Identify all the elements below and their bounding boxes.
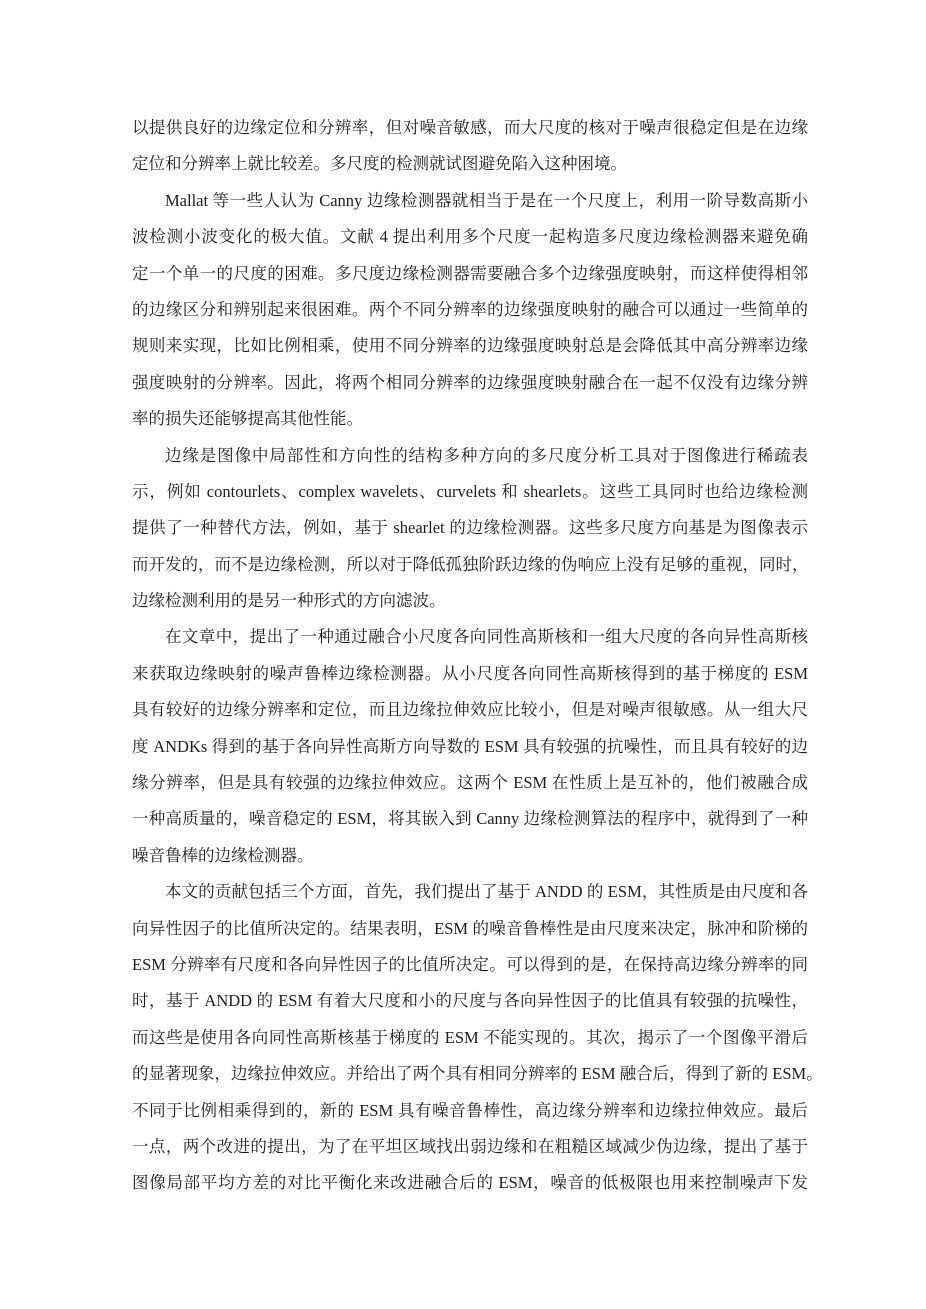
text-line: 来获取边缘映射的噪声鲁棒边缘检测器。从小尺度各向同性高斯核得到的基于梯度的 ESM bbox=[132, 663, 808, 683]
text-line: 强度映射的分辨率。因此，将两个相同分辨率的边缘强度映射融合在一起不仅没有边缘分辨 bbox=[132, 372, 808, 392]
text-line: 而这些是使用各向同性高斯核基于梯度的 ESM 不能实现的。其次，揭示了一个图像平滑后 bbox=[132, 1027, 808, 1047]
text-line: 波检测小波变化的极大值。文献 4 提出利用多个尺度一起构造多尺度边缘检测器来避免确 bbox=[132, 227, 808, 247]
text-line: 定位和分辨率上就比较差。多尺度的检测就试图避免陷入这种困境。 bbox=[132, 154, 627, 174]
text-line: 度 ANDKs 得到的基于各向异性高斯方向导数的 ESM 具有较强的抗噪性，而且具有较好的边 bbox=[132, 736, 808, 756]
text-line: 不同于比例相乘得到的，新的 ESM 具有噪音鲁棒性，高边缘分辨率和边缘拉伸效应。最后 bbox=[132, 1100, 808, 1120]
text-line: 在文章中，提出了一种通过融合小尺度各向同性高斯核和一组大尺度的各向异性高斯核 bbox=[165, 627, 808, 647]
text-line: 时，基于 ANDD 的 ESM 有着大尺度和小的尺度与各向异性因子的比值具有较强的抗噪性， bbox=[132, 991, 808, 1011]
paragraph bbox=[132, 874, 823, 1202]
text-line: Mallat 等一些人认为 Canny 边缘检测器就相当于是在一个尺度上，利用一阶导数高斯小 bbox=[165, 190, 808, 210]
text-line: ESM 分辨率有尺度和各向异性因子的比值所决定。可以得到的是，在保持高边缘分辨率的同 bbox=[132, 954, 808, 974]
text-line: 以提供良好的边缘定位和分辨率，但对噪音敏感，而大尺度的核对于噪声很稳定但是在边缘 bbox=[132, 118, 808, 137]
text-line: 边缘检测利用的是另一种形式的方向滤波。 bbox=[132, 591, 446, 611]
text-line: 边缘是图像中局部性和方向性的结构多种方向的多尺度分析工具对于图像进行稀疏表 bbox=[165, 445, 808, 465]
text-line: 示，例如 contourlets、complex wavelets、curvelets 和 shearlets。这些工具同时也给边缘检测 bbox=[132, 481, 808, 501]
text-line: 的边缘区分和辨别起来很困难。两个不同分辨率的边缘强度映射的融合可以通过一些简单的 bbox=[132, 299, 808, 319]
paragraph bbox=[132, 619, 808, 874]
text-line: 率的损失还能够提高其他性能。 bbox=[132, 409, 363, 429]
paragraph bbox=[132, 110, 808, 183]
document-body bbox=[132, 110, 823, 1202]
text-line: 的显著现象，边缘拉伸效应。并给出了两个具有相同分辨率的 ESM 融合后，得到了新的 ESM。 bbox=[132, 1064, 823, 1084]
text-line: 向异性因子的比值所决定的。结果表明，ESM 的噪音鲁棒性是由尺度来决定，脉冲和阶梯的 bbox=[132, 918, 808, 938]
text-line: 噪音鲁棒的边缘检测器。 bbox=[132, 845, 314, 865]
text-line: 一种高质量的，噪音稳定的 ESM，将其嵌入到 Canny 边缘检测算法的程序中，就得到了一种 bbox=[132, 809, 808, 829]
text-line: 提供了一种替代方法，例如，基于 shearlet 的边缘检测器。这些多尺度方向基是为图像表示 bbox=[132, 518, 808, 538]
paragraph bbox=[132, 438, 808, 620]
text-line: 图像局部平均方差的对比平衡化来改进融合后的 ESM，噪音的低极限也用来控制噪声下发 bbox=[132, 1173, 808, 1193]
text-line: 一点，两个改进的提出，为了在平坦区域找出弱边缘和在粗糙区域减少伪边缘，提出了基于 bbox=[132, 1136, 808, 1156]
text-line: 缘分辨率，但是具有较强的边缘拉伸效应。这两个 ESM 在性质上是互补的，他们被融合成 bbox=[132, 773, 808, 793]
text-line: 而开发的，而不是边缘检测，所以对于降低孤独阶跃边缘的伪响应上没有足够的重视，同时， bbox=[132, 554, 809, 574]
text-line: 定一个单一的尺度的困难。多尺度边缘检测器需要融合多个边缘强度映射，而这样使得相邻 bbox=[132, 263, 808, 283]
text-line: 具有较好的边缘分辨率和定位，而且边缘拉伸效应比较小，但是对噪声很敏感。从一组大尺 bbox=[132, 700, 808, 720]
text-line: 本文的贡献包括三个方面，首先，我们提出了基于 ANDD 的 ESM，其性质是由尺度和各 bbox=[165, 882, 808, 902]
paragraph bbox=[132, 183, 808, 438]
text-line: 规则来实现，比如比例相乘，使用不同分辨率的边缘强度映射总是会降低其中高分辨率边缘 bbox=[132, 336, 808, 356]
